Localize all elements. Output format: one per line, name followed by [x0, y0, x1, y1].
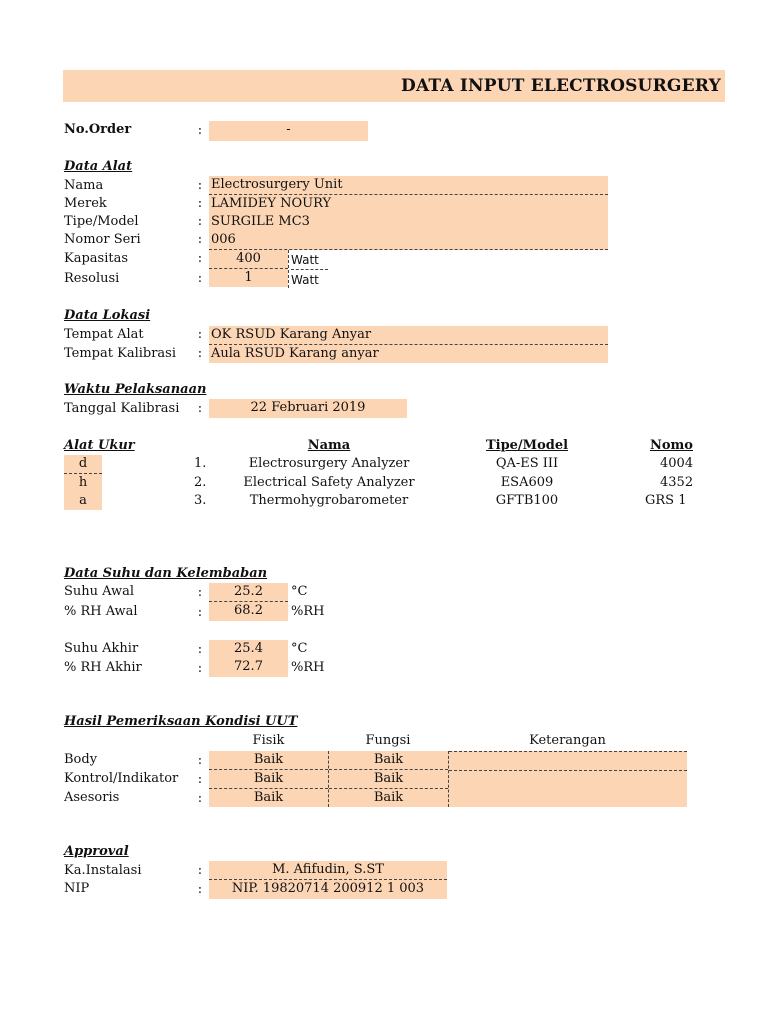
colon: : — [197, 401, 203, 416]
tempat-kalibrasi-label: Tempat Kalibrasi — [64, 346, 177, 361]
colon: : — [197, 214, 203, 229]
rh-awal-field[interactable]: 68.2 — [209, 602, 288, 621]
col-nama: Nama — [307, 438, 351, 453]
asesoris-label: Asesoris — [64, 790, 120, 805]
resolusi-unit: Watt — [291, 273, 319, 287]
col-tipe-model: Tipe/Model — [485, 438, 569, 453]
alat-no: 3. — [194, 493, 207, 508]
rh-awal-unit: %RH — [291, 604, 325, 619]
tipe-model-label: Tipe/Model — [64, 214, 139, 229]
tempat-alat-field[interactable]: OK RSUD Karang Anyar — [209, 326, 608, 345]
alat-ukur-heading: Alat Ukur — [64, 438, 135, 453]
colon: : — [197, 232, 203, 247]
suhu-awal-label: Suhu Awal — [64, 584, 134, 599]
alat-nomor: 4352 — [660, 475, 694, 490]
colon: : — [197, 196, 203, 211]
kontrol-fungsi[interactable]: Baik — [329, 770, 448, 789]
colon: : — [197, 346, 203, 361]
colon: : — [197, 753, 203, 768]
tempat-kalibrasi-field[interactable]: Aula RSUD Karang anyar — [209, 345, 608, 363]
alat-no: 2. — [194, 475, 207, 490]
colon: : — [197, 178, 203, 193]
data-lokasi-heading: Data Lokasi — [64, 308, 151, 323]
alat-nomor: GRS 1 — [645, 493, 687, 508]
alat-code[interactable]: a — [64, 492, 102, 510]
body-fungsi[interactable]: Baik — [329, 751, 448, 770]
col-nomor: Nomo — [650, 438, 693, 453]
unit-divider — [288, 250, 289, 288]
page-title: DATA INPUT ELECTROSURGERY — [401, 76, 721, 96]
suhu-akhir-unit: °C — [291, 641, 308, 656]
alat-tipe: QA-ES III — [495, 456, 559, 471]
body-fisik[interactable]: Baik — [209, 751, 328, 770]
rh-akhir-field[interactable]: 72.7 — [209, 658, 288, 677]
colon: : — [197, 863, 203, 878]
colon: : — [197, 791, 203, 806]
alat-code[interactable]: d — [64, 455, 102, 474]
alat-no: 1. — [194, 456, 207, 471]
kondisi-heading: Hasil Pemeriksaan Kondisi UUT — [64, 714, 298, 729]
kapasitas-unit: Watt — [291, 251, 328, 270]
tanggal-kalibrasi-field[interactable]: 22 Februari 2019 — [209, 399, 407, 418]
alat-code[interactable]: h — [64, 474, 102, 493]
suhu-heading: Data Suhu dan Kelembaban — [64, 566, 268, 581]
colon: : — [197, 605, 203, 620]
kontrol-fisik[interactable]: Baik — [209, 770, 328, 789]
tempat-alat-label: Tempat Alat — [64, 327, 144, 342]
order-label: No.Order — [64, 122, 132, 137]
tanggal-kalibrasi-label: Tanggal Kalibrasi — [64, 401, 180, 416]
colon: : — [197, 642, 203, 657]
col-keterangan: Keterangan — [529, 733, 606, 748]
data-alat-heading: Data Alat — [64, 159, 133, 174]
alat-nama: Electrosurgery Analyzer — [248, 456, 410, 471]
colon: : — [197, 271, 203, 286]
rh-awal-label: % RH Awal — [64, 604, 138, 619]
suhu-akhir-field[interactable]: 25.4 — [209, 640, 288, 659]
kontrol-label: Kontrol/Indikator — [64, 771, 179, 786]
nomor-seri-field[interactable]: 006 — [209, 231, 608, 250]
title-bar — [63, 70, 725, 102]
alat-nama: Thermohygrobarometer — [249, 493, 409, 508]
asesoris-fisik[interactable]: Baik — [253, 790, 284, 805]
alat-nomor: 4004 — [660, 456, 694, 471]
nama-label: Nama — [64, 178, 104, 193]
col-fisik: Fisik — [252, 733, 285, 748]
col-divider — [448, 751, 449, 807]
resolusi-field[interactable]: 1 — [209, 269, 288, 287]
rh-akhir-unit: %RH — [291, 660, 325, 675]
nomor-seri-label: Nomor Seri — [64, 232, 141, 247]
merek-label: Merek — [64, 196, 107, 211]
body-keterangan[interactable] — [449, 751, 687, 752]
nama-field[interactable]: Electrosurgery Unit — [209, 176, 608, 195]
resolusi-label: Resolusi — [64, 271, 120, 286]
rh-akhir-label: % RH Akhir — [64, 660, 142, 675]
ka-instalasi-label: Ka.Instalasi — [64, 863, 142, 878]
order-colon: : — [197, 123, 203, 138]
colon: : — [197, 585, 203, 600]
kapasitas-field[interactable]: 400 — [209, 250, 288, 269]
colon: : — [197, 251, 203, 266]
alat-nama: Electrical Safety Analyzer — [243, 475, 415, 490]
colon: : — [197, 327, 203, 342]
colon: : — [197, 882, 203, 897]
colon: : — [197, 772, 203, 787]
colon: : — [197, 661, 203, 676]
suhu-awal-field[interactable]: 25.2 — [209, 583, 288, 602]
suhu-awal-unit: °C — [291, 584, 308, 599]
alat-tipe: GFTB100 — [495, 493, 559, 508]
col-fungsi: Fungsi — [365, 733, 411, 748]
tipe-model-field[interactable]: SURGILE MC3 — [209, 213, 608, 232]
kontrol-keterangan[interactable] — [449, 770, 687, 771]
approval-heading: Approval — [64, 844, 129, 859]
nip-field[interactable]: NIP. 19820714 200912 1 003 — [209, 880, 447, 899]
alat-tipe: ESA609 — [500, 475, 554, 490]
ka-instalasi-field[interactable]: M. Afifudin, S.ST — [209, 861, 447, 880]
asesoris-fungsi[interactable]: Baik — [373, 790, 404, 805]
kapasitas-label: Kapasitas — [64, 251, 129, 266]
nip-label: NIP — [64, 881, 90, 896]
order-field[interactable]: - — [209, 121, 368, 141]
suhu-akhir-label: Suhu Akhir — [64, 641, 139, 656]
merek-field[interactable]: LAMIDEY NOURY — [209, 195, 608, 214]
waktu-heading: Waktu Pelaksanaan — [64, 382, 207, 397]
body-label: Body — [64, 752, 98, 767]
